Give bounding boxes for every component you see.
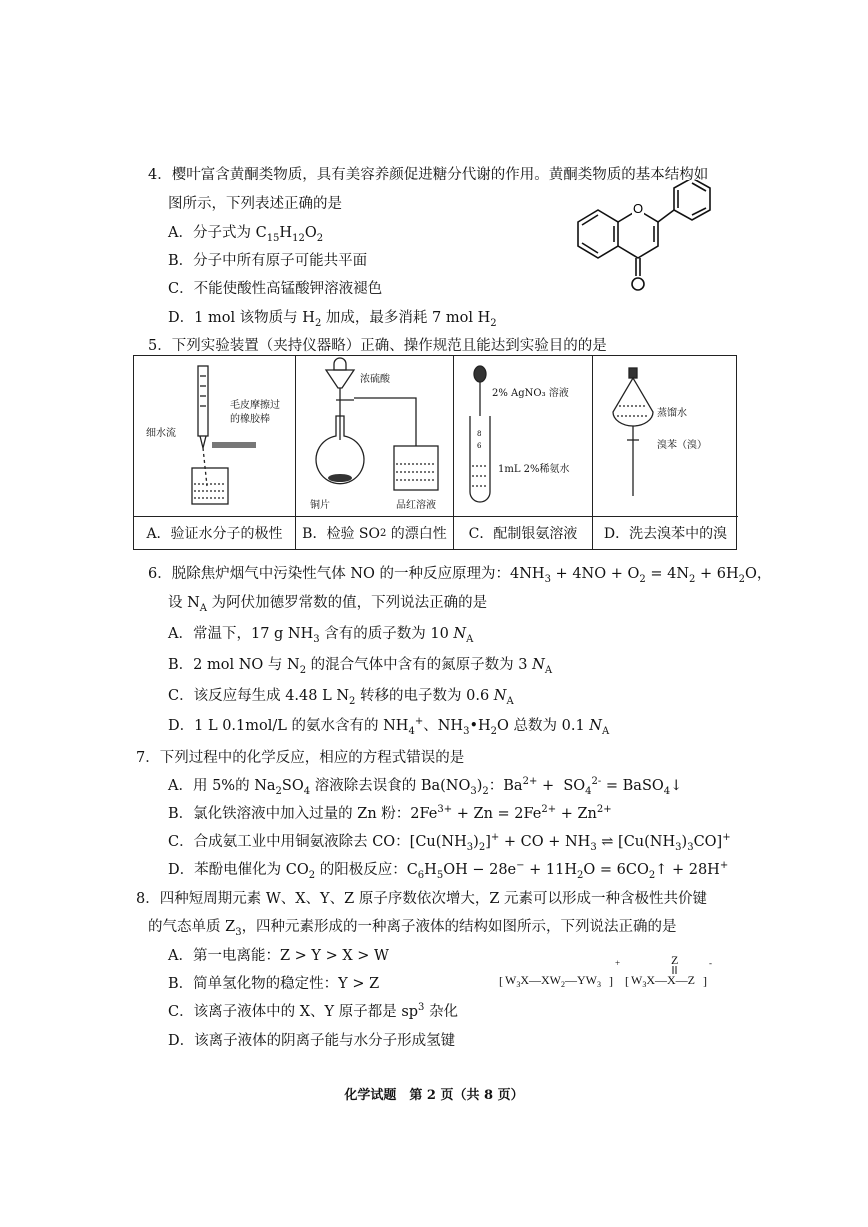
q7-stem: 7．下列过程中的化学反应，相应的方程式错误的是 — [136, 750, 465, 766]
test-tube-apparatus — [454, 356, 593, 518]
q4-stem-line1: 4．樱叶富含黄酮类物质，具有美容养颜促进糖分代谢的作用。黄酮类物质的基本结构如 — [148, 167, 709, 183]
svg-text:]: ] — [609, 974, 613, 988]
svg-text:+: + — [615, 958, 621, 968]
q7-option-c: C．合成氨工业中用铜氨液除去 CO：$[Cu(NH_3)_2]^+$ + CO + $NH_3$ ⇌ $[Cu(NH_3)_3CO]^+$ — [168, 832, 731, 853]
apparatus-table — [133, 355, 737, 550]
q7-option-b: B．氯化铁溶液中加入过量的 Zn 粉：$2Fe^{3+} + Zn = 2Fe^{2+} + Zn^{2+}$ — [168, 804, 612, 822]
q6-option-c: C．该反应每生成 4.48 L $N_2$ 转移的电子数为 0.6 $N_A$ — [168, 688, 514, 707]
q8-option-d: D．该离子液体的阴离子能与水分子形成氢键 — [168, 1033, 456, 1049]
q8-stem-line2: 的气态单质 $Z_3$，四种元素形成的一种离子液体的结构如图所示，下列说法正确的是 — [148, 919, 677, 938]
apparatus-cell-d — [593, 356, 738, 549]
svg-text:[: [ — [499, 974, 503, 988]
svg-text:8: 8 — [477, 430, 482, 438]
flavone-structure-diagram — [560, 180, 720, 300]
caption-a: A．验证水分子的极性 — [134, 516, 295, 549]
caption-b: B．检验 SO 2 的漂白性 — [296, 516, 453, 549]
q4-option-c: C．不能使酸性高锰酸钾溶液褪色 — [168, 281, 383, 297]
q4-stem-line2: 图所示，下列表述正确的是 — [168, 196, 342, 212]
q6-stem-line2: 设 $N_A$ 为阿伏加德罗常数的值，下列说法正确的是 — [168, 595, 488, 614]
caption-d: D．洗去溴苯中的溴 — [593, 516, 738, 549]
svg-text:O: O — [633, 201, 644, 216]
svg-text:W3X—XW2—YW3: $W_3X—XW_2—YW_3$ — [505, 973, 601, 989]
label-rod-line2: 的橡胶棒 — [230, 414, 270, 425]
q6-option-a: A．常温下，17 g $NH_3$ 含有的质子数为 10 $N_A$ — [168, 626, 474, 645]
q4-option-d: D．1 mol 该物质与 $H_2$ 加成，最多消耗 7 mol $H_2$ — [168, 310, 497, 329]
label-ammonia: 1mL 2%稀氨水 — [498, 464, 570, 475]
q7-option-a: A．用 5%的 $Na_2SO_4$ 溶液除去误食的 $Ba(NO_3)_2$：$Ba^{2+} + SO_4^{2-}$ = BaSO$_4$↓ — [168, 776, 683, 797]
q8-option-c: C．该离子液体中的 X、Y 原子都是 $sp^3$ 杂化 — [168, 1002, 459, 1020]
label-water-flow: 细水流 — [146, 428, 176, 439]
apparatus-cell-c — [454, 356, 593, 549]
q8-option-a: A．第一电离能：Z > Y > X > W — [168, 948, 389, 964]
label-conc-acid: 浓硫酸 — [360, 374, 390, 385]
caption-c: C．配制银氨溶液 — [454, 516, 592, 549]
label-agno3: 2% AgNO₃ 溶液 — [492, 388, 569, 399]
svg-text:[: [ — [625, 974, 629, 988]
label-bromobenzene: 溴苯（溴） — [657, 440, 707, 451]
label-magenta: 品红溶液 — [396, 500, 436, 511]
q5-stem: 5．下列实验装置（夹持仪器略）正确、操作规范且能达到实验目的的是 — [148, 338, 607, 354]
apparatus-cell-b — [296, 356, 454, 549]
q8-stem-line1: 8．四种短周期元素 W、X、Y、Z 原子序数依次增大，Z 元素可以形成一种含极性共价键 — [136, 891, 707, 907]
q7-option-d: D．苯酚电催化为 $CO_2$ 的阳极反应：$C_6H_5OH - 28e^- + 11H_2O$ = $6CO_2↑ + 28H^+$ — [168, 860, 729, 881]
ionic-liquid-structure-diagram — [495, 952, 725, 998]
label-distilled-water: 蒸馏水 — [657, 408, 687, 419]
svg-text:-: - — [709, 958, 712, 968]
label-copper: 铜片 — [310, 500, 330, 511]
label-rod-line1: 毛皮摩擦过 — [230, 400, 280, 411]
svg-text:Z: Z — [671, 953, 679, 967]
q6-stem-line1: 6．脱除焦炉烟气中污染性气体 NO 的一种反应原理为：$4NH_3 + 4NO + O_2 = 4N_2 + 6H_2O$， — [148, 566, 772, 585]
svg-text:]: ] — [703, 974, 707, 988]
q4-option-b: B．分子中所有原子可能共平面 — [168, 253, 368, 269]
q6-option-d: D．1 L 0.1mol/L 的氨水含有的 $NH_4^+$、$NH_3•H_2O$ 总数为 0.1 $N_A$ — [168, 716, 610, 737]
svg-text:6: 6 — [477, 442, 482, 450]
q4-option-a: A．分子式为 $C_{15}H_{12}O_2$ — [168, 225, 324, 244]
apparatus-cell-a — [134, 356, 296, 549]
page-footer: 化学试题 第 2 页（共 8 页） — [344, 1088, 524, 1103]
svg-text:W3X—X—Z: $W_3X—X—Z$ — [631, 973, 695, 989]
q6-option-b: B．2 mol NO 与 $N_2$ 的混合气体中含有的氮原子数为 3 $N_A$ — [168, 657, 553, 676]
q8-option-b: B．简单氢化物的稳定性：Y > Z — [168, 976, 380, 992]
